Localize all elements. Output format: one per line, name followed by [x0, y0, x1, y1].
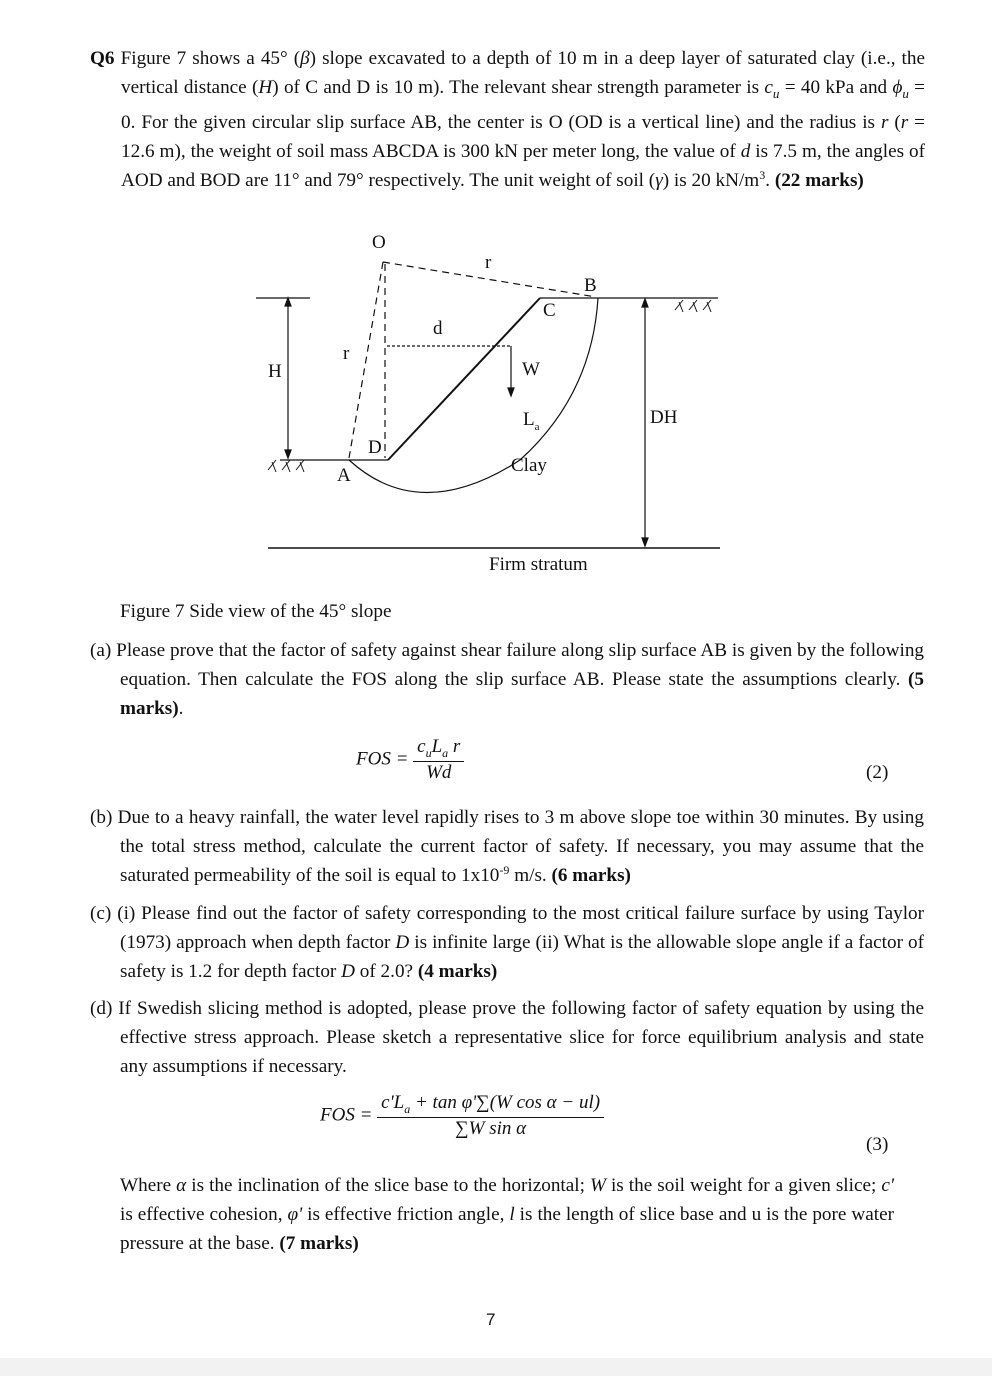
equation-3-number: (3) — [866, 1134, 889, 1155]
question-intro: Q6 Figure 7 shows a 45° (β) slope excavated to a depth of 10 m in a deep layer of saturated clay (i.e., the vertical distance (H) of C and D is 10 m). The relevant shear strength parameter is $c_u = 40$ kPa and $\phi_u = 0$. For the given circular slip surface AB, the center is O (OD is a vertical line) and the radius is r (r = 12.6 m), the weight of soil mass ABCDA is 300 kN per meter long, the value of d is 7.5 m, the angles of AOD and BOD are 11° and 79° respectively. The unit weight of soil (γ) is 20 $kN/m^3$. (22 marks) — [90, 48, 926, 191]
question-number: Q6 — [90, 48, 115, 69]
page-number: 7 — [486, 1310, 496, 1329]
label-C: C — [543, 300, 556, 321]
label-r-left: r — [343, 343, 350, 364]
label-DH: DH — [650, 407, 678, 428]
label-clay: Clay — [511, 455, 547, 476]
part-b-text: (b) Due to a heavy rainfall, the water level rapidly rises to 3 m above slope toe within 30 minutes. By using the total stress method, calculate the current factor of safety. If necessary, you may assume that the saturated permeability of the soil is equal to $1x10^{-9}$ m/s. (6 marks) — [90, 807, 924, 886]
h-arrow-up — [285, 298, 291, 306]
part-a-text: (a) Please prove that the factor of safety against shear failure along slip surface AB is given by the following equation. Then calculate the FOS along the slip surface AB. Please state the assumptions clearly. (5 marks). — [90, 640, 925, 719]
label-O: O — [372, 232, 386, 253]
part-d-where-text: Where α is the inclination of the slice base to the horizontal; W is the soil weight for a given slice; c' is effective cohesion, φ' is effective friction angle, l is the length of slice base and u is the pore water pressure at the base. (7 marks) — [120, 1175, 894, 1254]
label-firm-stratum: Firm stratum — [489, 554, 588, 575]
label-H: H — [268, 361, 282, 382]
label-r-top: r — [485, 252, 492, 273]
dh-arrow-down — [642, 538, 648, 546]
label-A: A — [337, 465, 351, 486]
label-La: $L_a$ — [523, 409, 540, 433]
ground-hatch-right — [675, 300, 711, 312]
equation-2-number: (2) — [866, 762, 889, 783]
label-W: W — [522, 359, 540, 380]
equation-2: FOS = $\frac{c_uL_a r}{Wd}$ — [356, 736, 464, 784]
weight-arrow-head — [508, 388, 514, 396]
label-D: D — [368, 437, 382, 458]
radius-OA-dashed — [349, 262, 383, 458]
part-d-text: (d) If Swedish slicing method is adopted, please prove the following factor of safety equation by using the effective stress approach. Please sketch a representative slice for force equilibrium analysis and state any assumptions if necessary. — [90, 998, 925, 1077]
figure-7-diagram — [0, 0, 992, 600]
h-arrow-down — [285, 450, 291, 458]
question-marks: (22 marks) — [774, 169, 864, 191]
slope-face-line — [388, 298, 540, 460]
page-bottom-strip — [0, 1358, 992, 1376]
slip-surface-arc — [349, 298, 598, 493]
figure-caption: Figure 7 Side view of the 45° slope — [120, 601, 392, 622]
dh-arrow-up — [642, 299, 648, 307]
label-d: d — [433, 318, 443, 339]
equation-3: FOS = $\frac{c'L_a + \tan \varphi'\sum(W \cos \alpha - ul)}{\text{∑W sin α}}$ — [320, 1092, 604, 1140]
label-B: B — [584, 275, 597, 296]
part-c-text: (c) (i) Please find out the factor of safety corresponding to the most critical failure surface by using Taylor (1973) approach when depth factor D is infinite large (ii) What is the allowable slope angle if a factor of safety is 1.2 for depth factor D of 2.0? (4 marks) — [90, 903, 925, 982]
ground-hatch-left — [268, 460, 304, 472]
